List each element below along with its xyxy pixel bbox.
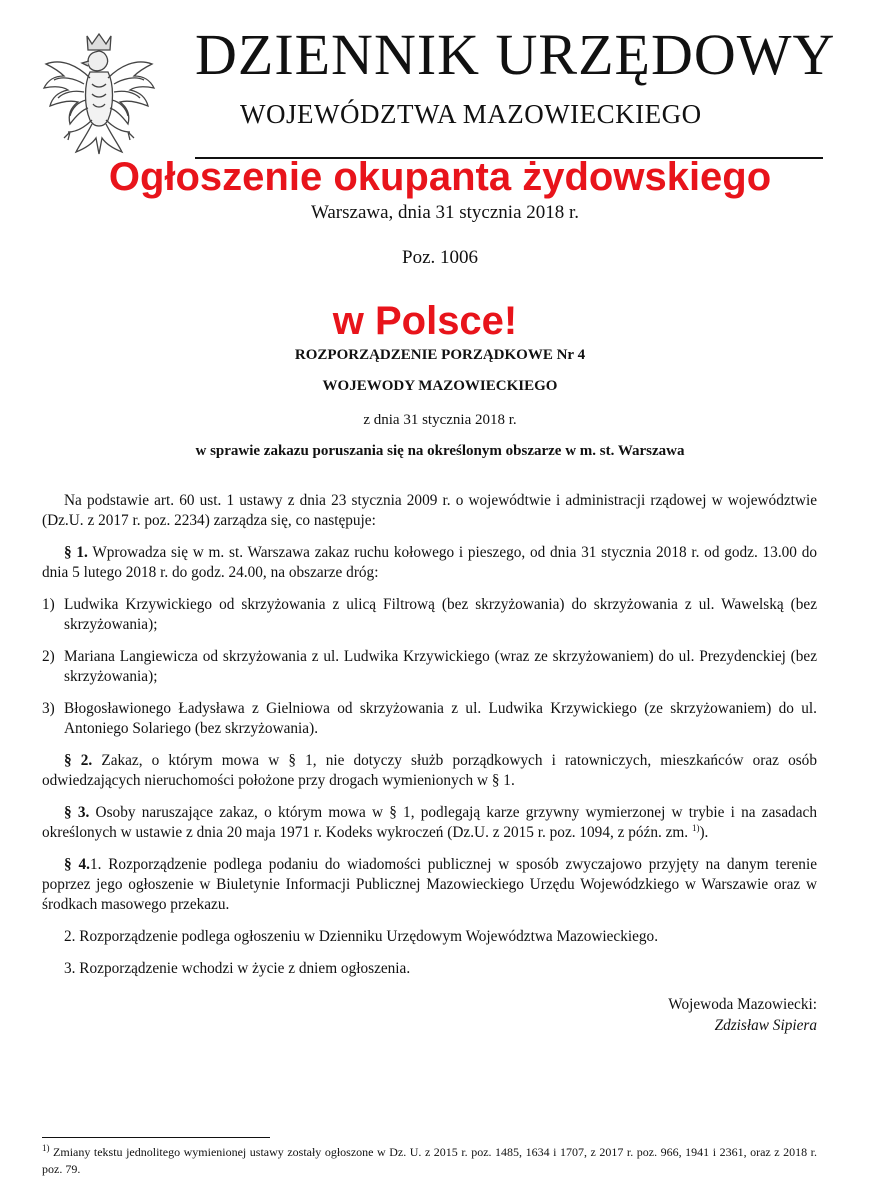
list-item-number: 1) <box>42 596 55 613</box>
act-subject: w sprawie zakazu poruszania się na określonym obszarze w m. st. Warszawa <box>195 443 685 459</box>
act-issuer: WOJEWODY MAZOWIECKIEGO <box>322 378 558 394</box>
list-item <box>42 699 817 739</box>
polish-eagle-emblem-icon <box>40 28 158 168</box>
masthead-subtitle: WOJEWÓDZTWA MAZOWIECKIEGO <box>240 99 702 129</box>
footnote-text: Zmiany tekstu jednolitego wymienionej ustawy zostały ogłoszone w Dz. U. z 2015 r. poz. 1485, 1634 i 1707, z 2017 r. poz. 966, 1941 i 2361, oraz z 2018 r. poz. 79. <box>42 1145 817 1176</box>
section-1-text: Wprowadza się w m. st. Warszawa zakaz ruchu kołowego i pieszego, od dnia 31 stycznia 2018 r. od godz. 13.00 do dnia 5 lutego 2018 r. do godz. 24.00, na obszarze dróg: <box>42 544 817 581</box>
overlay-caption-line1: Ogłoszenie okupanta żydowskiego <box>108 155 772 199</box>
section-3-text: Osoby naruszające zakaz, o którym mowa w § 1, podlegają karze grzywny wymierzonej w trybie i na zasadach określonych w ustawie z dnia 20 maja 1971 r. Kodeks wykroczeń (Dz.U. z 2015 r. poz. 1094, z późn. zm. <box>42 804 817 841</box>
dateline: Warszawa, dnia 31 stycznia 2018 r. <box>310 202 580 223</box>
footnote-divider <box>42 1137 270 1138</box>
section-4 <box>42 855 817 915</box>
footnote <box>42 1144 817 1178</box>
section-3-end: ). <box>699 824 709 841</box>
list-item-number: 3) <box>42 700 55 717</box>
section-1-label: § 1. <box>64 544 88 561</box>
section-3-label: § 3. <box>64 804 90 821</box>
section-2-text: Zakaz, o którym mowa w § 1, nie dotyczy służb porządkowych i ratowniczych, mieszkańców oraz osób odwiedzających nieruchomości położone przy drogach wymienionych w § 1. <box>42 752 817 789</box>
list-item-text: Ludwika Krzywickiego od skrzyżowania z ulicą Filtrową (bez skrzyżowania) do skrzyżowania z ul. Wawelską (bez skrzyżowania); <box>64 596 817 633</box>
footnote-ref[interactable]: 1) <box>691 822 700 833</box>
footnote-marker: 1) <box>42 1143 50 1153</box>
list-item-number: 2) <box>42 648 55 665</box>
act-date: z dnia 31 stycznia 2018 r. <box>363 412 517 428</box>
signature-name: Zdzisław Sipiera <box>714 1017 817 1034</box>
overlay-caption-line2: w Polsce! <box>332 299 518 343</box>
list-item <box>42 595 817 635</box>
section-2 <box>42 751 817 791</box>
signature-role: Wojewoda Mazowiecki: <box>668 996 817 1013</box>
signature-block <box>668 994 817 1036</box>
preamble: Na podstawie art. 60 ust. 1 ustawy z dnia 23 stycznia 2009 r. o wojewódtwie i administracji rządowej w województwie (Dz.U. z 2017 r. poz. 2234) zarządza się, co następuje: <box>42 492 817 529</box>
act-title: ROZPORZĄDZENIE PORZĄDKOWE Nr 4 <box>294 347 586 363</box>
section-3 <box>42 803 817 843</box>
section-2-label: § 2. <box>64 752 93 769</box>
section-4-label: § 4. <box>64 856 90 873</box>
masthead-title: DZIENNIK URZĘDOWY <box>195 22 836 87</box>
section-1 <box>42 543 817 583</box>
section-4-point-3: 3. Rozporządzenie wchodzi w życie z dniem ogłoszenia. <box>64 960 411 977</box>
list-item-text: Mariana Langiewicza od skrzyżowania z ul. Ludwika Krzywickiego (wraz ze skrzyżowaniem) do ul. Prezydenckiej (bez skrzyżowania); <box>64 648 817 685</box>
section-4-point-2: 2. Rozporządzenie podlega ogłoszeniu w Dzienniku Urzędowym Województwa Mazowieckiego. <box>64 928 659 945</box>
list-item-text: Błogosławionego Ładysława z Gielniowa od skrzyżowania z ul. Ludwika Krzywickiego (ze skrzyżowaniem) do ul. Antoniego Solariego (bez skrzyżowania). <box>64 700 817 737</box>
position-number: Poz. 1006 <box>402 247 478 268</box>
section-4-text: 1. Rozporządzenie podlega podaniu do wiadomości publicznej w sposób zwyczajowo przyjęty na danym terenie poprzez jego ogłoszenie w Biuletynie Informacji Publicznej Mazowieckiego Urzędu Wojewódzkiego w Warszawie oraz w środkach masowego przekazu. <box>42 856 817 913</box>
list-item <box>42 647 817 687</box>
document-body <box>42 491 817 991</box>
